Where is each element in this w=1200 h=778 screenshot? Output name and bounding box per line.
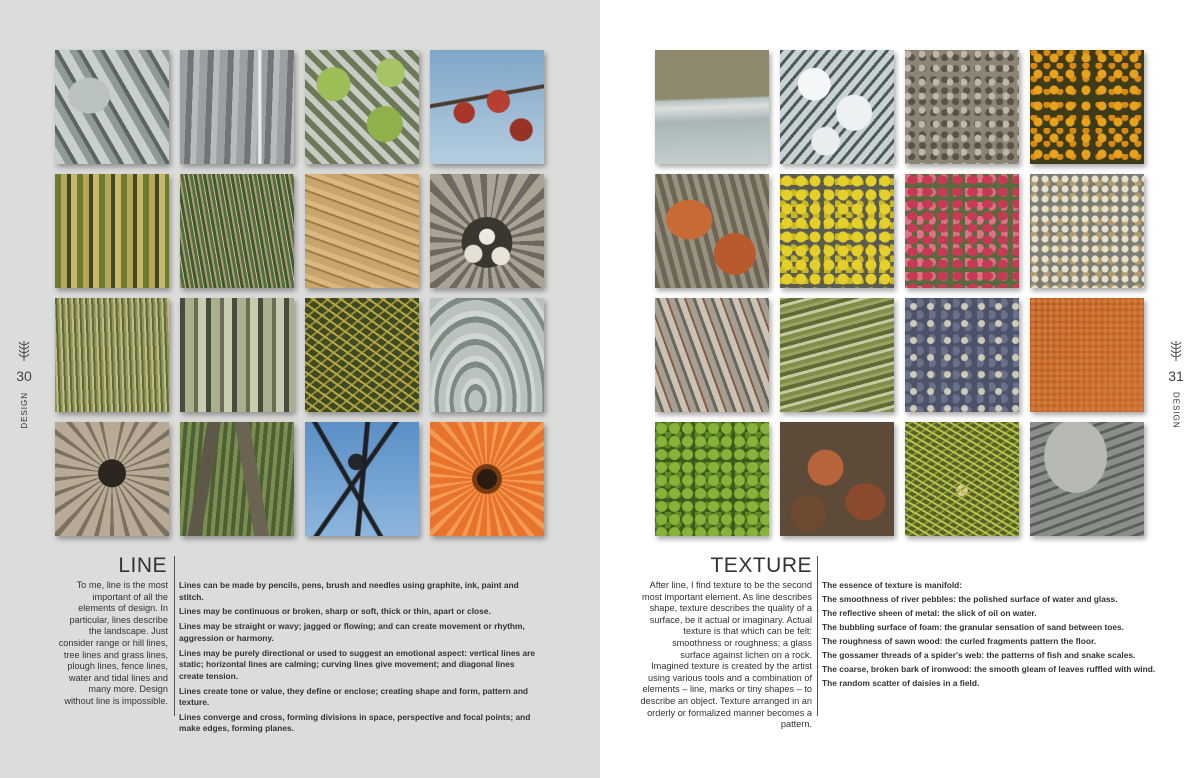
texture-point: The essence of texture is manifold: (822, 580, 963, 590)
line-point: Lines may be straight or wavy; jagged or flowing; and can create movement or rhythm, aggression or harmony. (179, 621, 525, 643)
texture-point: The gossamer threads of a spider's web: the patterns of fish and snake scales. (822, 649, 1136, 660)
page-number: 31 (1168, 368, 1184, 384)
texture-points (822, 580, 1162, 692)
line-photo-grid (55, 50, 544, 536)
photo-yellow-blossoms (1030, 50, 1144, 164)
line-divider (174, 556, 175, 716)
photo-orange-lichen-rock (655, 174, 769, 288)
line-heading: LINE (118, 554, 167, 577)
photo-green-vine-leaves (305, 50, 419, 164)
photo-mossy-ground (905, 422, 1019, 536)
texture-divider (817, 556, 818, 716)
photo-red-leaves (905, 174, 1019, 288)
photo-mushrooms-stump (430, 174, 544, 288)
texture-point: The coarse, broken bark of ironwood: the smooth gleam of leaves ruffled with wind. (822, 663, 1156, 674)
section-label: DESIGN (19, 392, 29, 429)
photo-snow-foliage (780, 50, 894, 164)
sprig-icon (1170, 340, 1182, 362)
page-number: 30 (16, 368, 32, 384)
texture-point: The smoothness of river pebbles: the polished surface of water and glass. (822, 593, 1118, 604)
photo-fallen-leaves (780, 422, 894, 536)
left-folio (12, 340, 36, 429)
photo-rust-surface (1030, 298, 1144, 412)
texture-point: The reflective sheen of metal: the slick of oil on water. (822, 607, 1037, 618)
photo-yellow-lichen (780, 174, 894, 288)
line-points (179, 580, 541, 738)
photo-grass-stems (180, 174, 294, 288)
photo-branch-silhouette (305, 422, 419, 536)
photo-orange-gerbera (430, 422, 544, 536)
right-page (600, 0, 1200, 778)
line-point: Lines may be continuous or broken, sharp or soft, thick or thin, apart or close. (179, 606, 491, 617)
photo-green-moss (655, 422, 769, 536)
texture-photo-grid (655, 50, 1144, 536)
photo-green-bark-strips (780, 298, 894, 412)
photo-pale-lichen (1030, 174, 1144, 288)
section-label: DESIGN (1171, 392, 1181, 429)
line-point: Lines can be made by pencils, pens, brush and needles using graphite, ink, paint and stitch. (179, 580, 519, 602)
sprig-icon (18, 340, 30, 362)
texture-point: The bubbling surface of foam: the granular sensation of sand between toes. (822, 621, 1125, 632)
photo-water-foam-edge (655, 50, 769, 164)
photo-speckled-stone (905, 298, 1019, 412)
photo-layered-bark (655, 298, 769, 412)
texture-heading: TEXTURE (710, 554, 812, 577)
photo-grey-driftwood (1030, 422, 1144, 536)
photo-gravel-ground (905, 50, 1019, 164)
photo-tall-reeds (55, 298, 169, 412)
line-point: Lines create tone or value, they define or enclose; creating shape and form, pattern and texture. (179, 685, 529, 708)
photo-cut-log (55, 422, 169, 536)
line-intro: To me, line is the most important of all the elements of design. In particular, lines describe the landscape. Just consider range or hill lines, tree lines and grass lines, plough lines, fence lines, water and tidal lines and many more. Design without line is impossible. (58, 580, 168, 706)
photo-thorny-branches (305, 298, 419, 412)
line-point: Lines may be purely directional or used to suggest an emotional aspect: vertical lines are static; horizontal lines are calming; curving lines give movement; and diagonal lines create tension. (179, 647, 536, 681)
photo-sand-ripples (305, 174, 419, 288)
photo-twisted-branches (55, 50, 169, 164)
right-folio (1164, 340, 1188, 429)
photo-forest-trunks (180, 298, 294, 412)
photo-waterfall-rock (180, 50, 294, 164)
line-point: Lines converge and cross, forming divisions in space, perspective and focal points; and make edges, forming planes. (179, 711, 531, 734)
photo-red-flowers-sky (430, 50, 544, 164)
photo-tree-roots (430, 298, 544, 412)
texture-point: The random scatter of daisies in a field. (822, 677, 980, 688)
photo-bamboo (55, 174, 169, 288)
texture-point: The roughness of sawn wood: the curled fragments pattern the floor. (822, 635, 1097, 646)
photo-forked-trunks (180, 422, 294, 536)
texture-intro: After line, I find texture to be the second most important element. As line describes shape, texture describes the quality of a surface, be it actual or imaginary. Actual texture is that which can be felt: smoothness or roughness; a glass surface against lichen on a rock. Imagined texture is created by the artist using various tools and a combination of elements – line, marks or tiny shapes – to describe an object. Texture arranged in an orderly or formalized manner becomes a pattern. (640, 580, 812, 730)
